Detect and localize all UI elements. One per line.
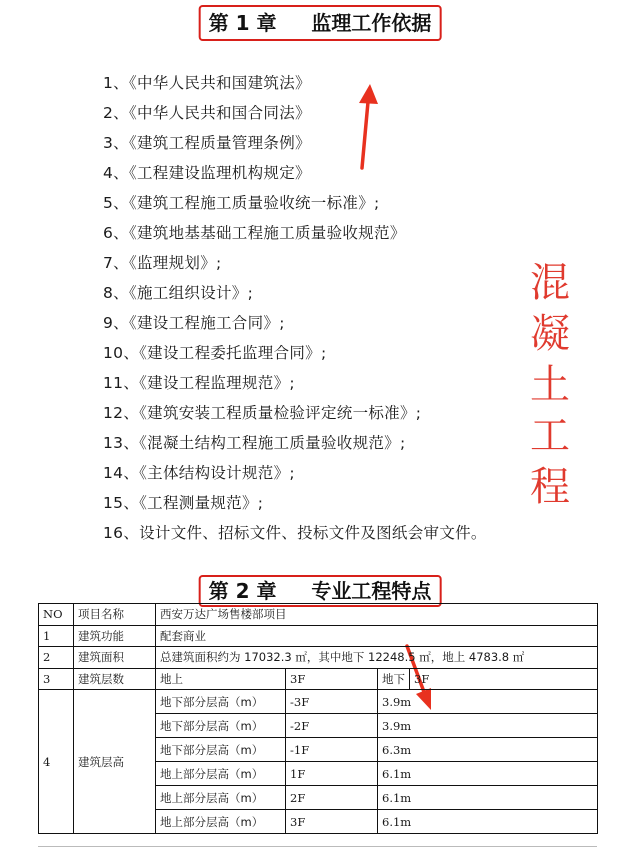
table-cell: -1F (286, 738, 378, 762)
table-cell: 配套商业 (156, 625, 598, 647)
list-item: 2、《中华人民共和国合同法》 (103, 104, 311, 122)
table-row (39, 625, 598, 647)
list-item: 13、《混凝土结构工程施工质量验收规范》; (103, 434, 406, 452)
table-cell: 建筑层高 (74, 690, 156, 834)
vertical-title: 混凝土工程 (530, 260, 570, 510)
list-item: 16、设计文件、招标文件、投标文件及图纸会审文件。 (103, 524, 487, 542)
table-cell: 2F (286, 786, 378, 810)
table-cell: -3F (286, 690, 378, 714)
table-cell: 地下部分层高（m） (156, 714, 286, 738)
table-cell: 地下 (378, 668, 410, 690)
list-item: 14、《主体结构设计规范》; (103, 464, 295, 482)
table-row (39, 668, 598, 690)
table-cell: 建筑功能 (74, 625, 156, 647)
table-cell: 6.1m (378, 810, 598, 834)
table-cell: 建筑面积 (74, 647, 156, 669)
table-cell: -2F (286, 714, 378, 738)
table-cell: 1 (39, 625, 74, 647)
table-cell: 3.9m (378, 714, 598, 738)
table-cell: 1F (286, 762, 378, 786)
table-row (39, 604, 598, 626)
table-cell: 地下部分层高（m） (156, 738, 286, 762)
basis-list (103, 68, 487, 548)
list-item: 11、《建设工程监理规范》; (103, 374, 295, 392)
list-item: 12、《建筑安装工程质量检验评定统一标准》; (103, 404, 422, 422)
list-item: 15、《工程测量规范》; (103, 494, 264, 512)
table-cell: 总建筑面积约为 17032.3 ㎡，其中地下 12248.5 ㎡，地上 4783.8 ㎡ (156, 647, 598, 669)
table-cell: 地下部分层高（m） (156, 690, 286, 714)
table-row (39, 647, 598, 669)
list-item: 1、《中华人民共和国建筑法》 (103, 74, 311, 92)
list-item: 4、《工程建设监理机构规定》 (103, 164, 311, 182)
table-cell: 建筑层数 (74, 668, 156, 690)
list-item: 3、《建筑工程质量管理条例》 (103, 134, 311, 152)
table-cell: 项目名称 (74, 604, 156, 626)
table-cell: 4 (39, 690, 74, 834)
project-spec-table (38, 603, 598, 834)
table-row (39, 690, 598, 714)
table-cell: 6.1m (378, 762, 598, 786)
list-item: 9、《建设工程施工合同》; (103, 314, 285, 332)
table-cell: 地上部分层高（m） (156, 810, 286, 834)
chapter-1-heading: 第 1 章 监理工作依据 (199, 5, 442, 41)
page-divider (38, 846, 597, 847)
table-cell: 6.1m (378, 786, 598, 810)
list-item: 10、《建设工程委托监理合同》; (103, 344, 327, 362)
table-cell: 2 (39, 647, 74, 669)
table-cell: 地上部分层高（m） (156, 762, 286, 786)
table-cell: NO (39, 604, 74, 626)
table-cell: 6.3m (378, 738, 598, 762)
list-item: 8、《施工组织设计》; (103, 284, 254, 302)
list-item: 7、《监理规划》; (103, 254, 222, 272)
table-cell: 3 (39, 668, 74, 690)
table-cell: 地上 (156, 668, 286, 690)
table-cell: 3F (286, 668, 378, 690)
table-cell: 3F (286, 810, 378, 834)
chapter-2-heading: 第 2 章 专业工程特点 (199, 575, 442, 607)
table-cell: 西安万达广场售楼部项目 (156, 604, 598, 626)
list-item: 6、《建筑地基基础工程施工质量验收规范》 (103, 224, 406, 242)
table-cell: 3F (410, 668, 598, 690)
list-item: 5、《建筑工程施工质量验收统一标准》; (103, 194, 380, 212)
table-cell: 3.9m (378, 690, 598, 714)
table-cell: 地上部分层高（m） (156, 786, 286, 810)
